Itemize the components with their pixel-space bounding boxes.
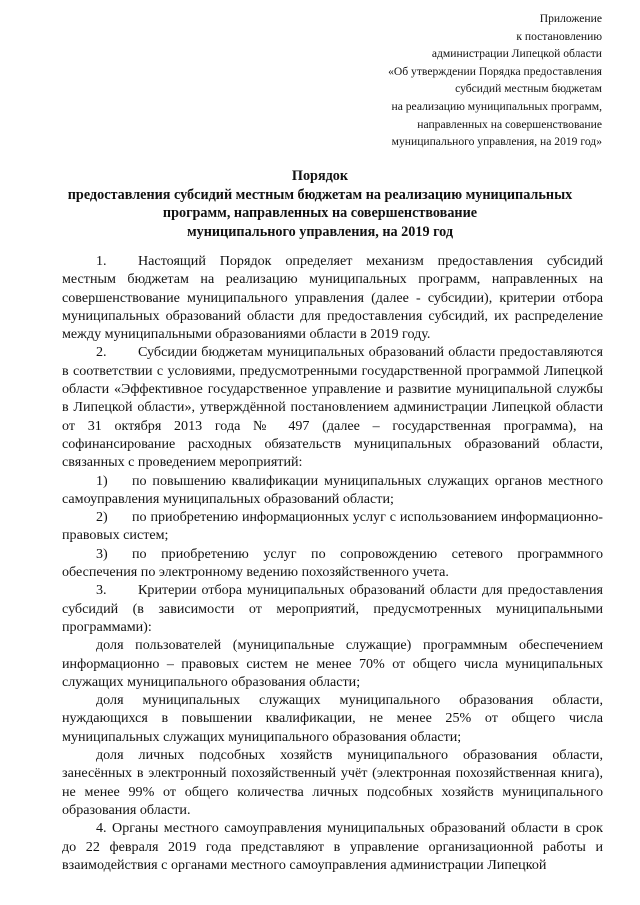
paragraph-3 xyxy=(62,581,603,636)
criterion-text: доля муниципальных служащих муниципального образования области, нуждающихся в повышении квалификации, не менее 25% от общего числа муниципальных служащих муниципального образования области; xyxy=(62,692,603,745)
list-item-number: 3) xyxy=(96,545,108,562)
approval-line: администрации Липецкой области xyxy=(431,47,602,61)
document-body xyxy=(62,252,603,874)
criterion-1 xyxy=(62,636,603,691)
approval-line: муниципального управления, на 2019 год» xyxy=(391,135,602,149)
paragraph-text: Критерии отбора муниципальных образований области для предоставления субсидий (в зависимости от мероприятий, предусмотренных муниципальными программами): xyxy=(62,582,603,635)
approval-block xyxy=(312,10,602,151)
approval-line: направленных на совершенствование xyxy=(417,117,602,131)
list-item-1 xyxy=(62,472,603,509)
paragraph-text: Настоящий Порядок определяет механизм предоставления субсидий местным бюджетам на реализацию муниципальных программ, направленных на совершенствование муниципального управления (далее - субсидии), критерии отбора муниципальных образований области для предоставления субсидий, их распределение между муниципальными образованиями области в 2019 году. xyxy=(62,253,603,343)
paragraph-4 xyxy=(62,819,603,874)
criterion-text: доля пользователей (муниципальные служащие) программным обеспечением информационно – правовых систем не менее 70% от общего числа муниципальных служащих муниципального образования области; xyxy=(62,637,603,690)
paragraph-text: 4. Органы местного самоуправления муниципальных образований области в срок до 22 февраля 2019 года представляют в управление организационной работы и взаимодействия с органами местного самоуправления администрации Липецкой xyxy=(62,820,603,873)
approval-line: «Об утверждении Порядка предоставления xyxy=(388,64,602,78)
criterion-3 xyxy=(62,746,603,819)
approval-line: к постановлению xyxy=(516,29,602,43)
approval-line: Приложение xyxy=(539,12,602,25)
paragraph-text: Субсидии бюджетам муниципальных образований области предоставляются в соответствии с условиями, предусмотренными государственной программой Липецкой области «Эффективное государственное управление и развитие муниципальной службы в Липецкой области», утверждённой постановлением администрации Липецкой области от 31 октября 2013 года № 497 (далее – государственная программа), на софинансирование расходных обязательств муниципальных образований области, связанных с проведением мероприятий: xyxy=(62,344,603,471)
paragraph-number: 3. xyxy=(96,582,107,599)
list-item-number: 1) xyxy=(96,472,108,489)
list-item-number: 2) xyxy=(96,509,108,526)
approval-line: на реализацию муниципальных программ, xyxy=(391,99,602,113)
criterion-2 xyxy=(62,691,603,746)
paragraph-number: 1. xyxy=(96,253,107,269)
title-line: программ, направленных на совершенствование xyxy=(162,205,478,221)
paragraph-1 xyxy=(62,252,603,343)
criterion-text: доля личных подсобных хозяйств муниципального образования области, занесённых в электронный похозяйственный учёт (электронная похозяйственная книга), не менее 99% от общего количества личных подсобных хозяйств муниципального образования области. xyxy=(62,747,603,818)
list-item-text: по повышению квалификации муниципальных служащих органов местного самоуправления муниципальных образований области; xyxy=(62,472,603,507)
title-line: муниципального управления, на 2019 год xyxy=(186,223,454,240)
title-heading: Порядок xyxy=(291,168,349,184)
title-line: предоставления субсидий местным бюджетам на реализацию муниципальных xyxy=(67,186,573,203)
list-item-2 xyxy=(62,508,603,545)
list-item-text: по приобретению услуг по сопровождению сетевого программного обеспечения по электронному ведению похозяйственного учета. xyxy=(62,545,603,581)
list-item-text: по приобретению информационных услуг с использованием информационно-правовых систем; xyxy=(62,509,603,544)
paragraph-number: 2. xyxy=(96,344,107,361)
approval-line: субсидий местным бюджетам xyxy=(455,82,602,96)
paragraph-2 xyxy=(62,343,603,471)
list-item-3 xyxy=(62,545,603,582)
document-title xyxy=(40,167,600,241)
